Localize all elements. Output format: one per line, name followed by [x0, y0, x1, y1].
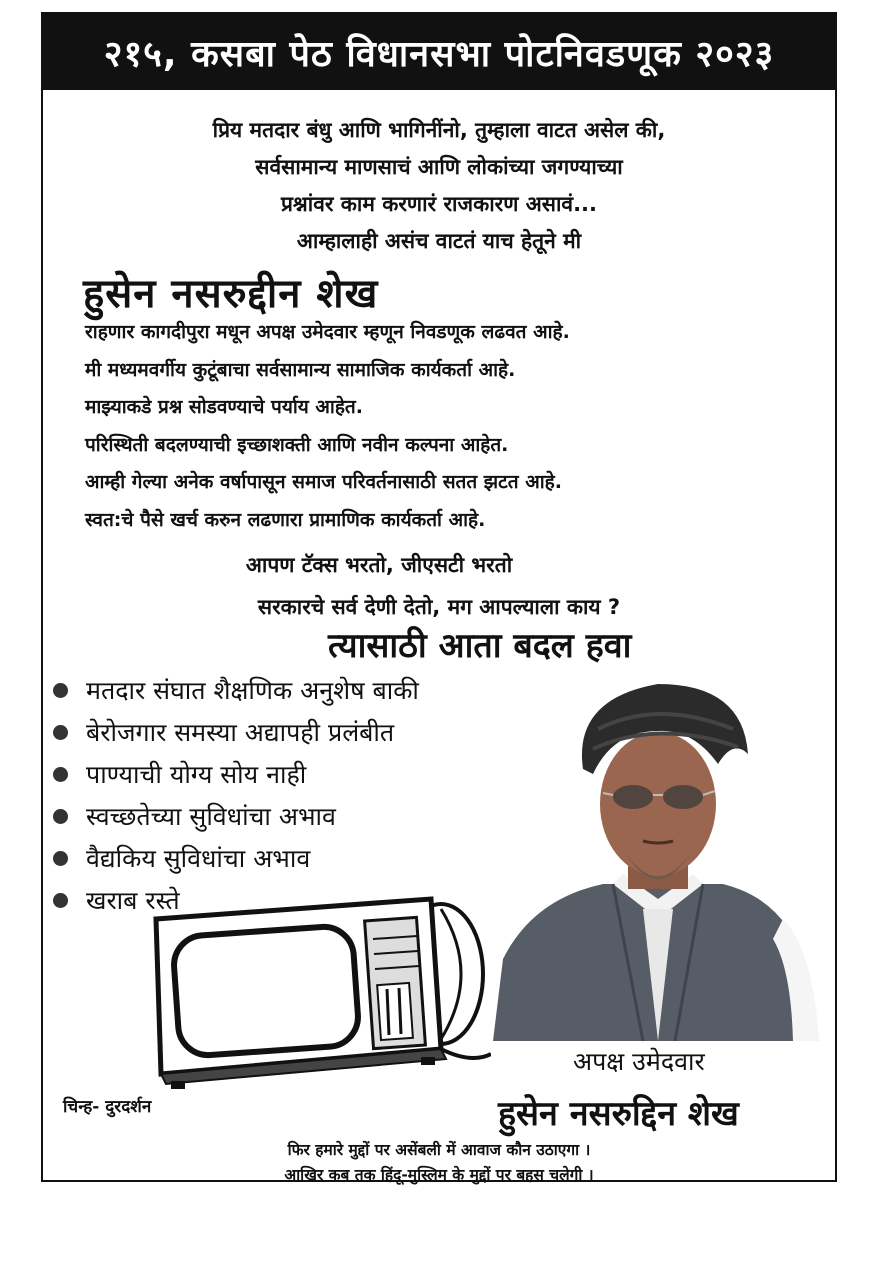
bullet-icon	[53, 851, 68, 866]
list-item	[53, 837, 419, 879]
intro-line: प्रिय मतदार बंधु आणि भागिनींनो, तुम्हाला वाटत असेल की,	[212, 118, 666, 142]
bio-line: स्वत:चे पैसे खर्च करुन लढणारा प्रामाणिक कार्यकर्ता आहे.	[85, 508, 486, 531]
tax-line-2: सरकारचे सर्व देणी देतो, मग आपल्याला काय ?	[257, 595, 621, 619]
television-icon	[141, 889, 491, 1089]
footer-line-1: फिर हमारे मुद्दों पर असेंबली में आवाज कौन उठाएगा ।	[287, 1141, 591, 1159]
intro-text	[43, 112, 835, 260]
issue-text: खराब रस्ते	[86, 886, 180, 915]
list-item	[53, 711, 419, 753]
intro-line: सर्वसामान्य माणसाचं आणि लोकांच्या जगण्याच्या	[255, 155, 623, 179]
bullet-icon	[53, 725, 68, 740]
candidate-photo	[493, 669, 819, 1041]
issue-text: मतदार संघात शैक्षणिक अनुशेष बाकी	[86, 676, 419, 705]
issue-text: बेरोजगार समस्या अद्यापही प्रलंबीत	[86, 718, 395, 747]
bio-line: माझ्याकडे प्रश्न सोडवण्याचे पर्याय आहेत.	[85, 396, 363, 418]
bullet-icon	[53, 683, 68, 698]
candidate-bio	[85, 314, 570, 539]
election-symbol-label: चिन्ह- दुरदर्शन	[63, 1097, 152, 1117]
list-item	[53, 795, 419, 837]
candidate-name-large: हुसेन नसरुद्दीन शेख	[83, 270, 379, 317]
header-banner	[43, 14, 835, 90]
header-title: २१५, कसबा पेठ विधानसभा पोटनिवडणूक २०२३	[103, 33, 775, 75]
issue-text: पाण्याची योग्य सोय नाही	[86, 760, 307, 789]
bio-line: मी मध्यमवर्गीय कुटूंबाचा सर्वसामान्य सामाजिक कार्यकर्ता आहे.	[85, 358, 516, 381]
footer-line-2: आखिर कब तक हिंदू-मुस्लिम के मुद्दों पर बहस चलेगी ।	[284, 1166, 594, 1184]
tax-text	[43, 544, 835, 628]
bio-line: राहणार कागदीपुरा मधून अपक्ष उमेदवार म्हणून निवडणूक लढवत आहे.	[85, 321, 570, 343]
bio-line: आम्ही गेल्या अनेक वर्षापासून समाज परिवर्तनासाठी सतत झटत आहे.	[85, 471, 562, 493]
slogan: त्यासाठी आता बदल हवा	[328, 626, 632, 666]
list-item	[53, 753, 419, 795]
bullet-icon	[53, 893, 68, 908]
bullet-icon	[53, 767, 68, 782]
issues-list	[53, 669, 419, 921]
candidate-name-small: हुसेन नसरुद्दिन शेख	[498, 1094, 739, 1134]
list-item	[53, 669, 419, 711]
tax-line-1: आपण टॅक्स भरतो, जीएसटी भरतो	[245, 553, 513, 577]
issue-text: वैद्यकिय सुविधांचा अभाव	[86, 844, 311, 873]
bio-line: परिस्थिती बदलण्याची इच्छाशक्ती आणि नवीन कल्पना आहेत.	[85, 433, 509, 456]
bullet-icon	[53, 809, 68, 824]
independent-candidate-label: अपक्ष उमेदवार	[573, 1047, 705, 1076]
intro-line: आम्हालाही असंच वाटतं याच हेतूने मी	[296, 229, 582, 253]
issue-text: स्वच्छतेच्या सुविधांचा अभाव	[86, 802, 336, 831]
footer-text	[43, 1138, 835, 1188]
poster-frame	[41, 12, 837, 1182]
intro-line: प्रश्नांवर काम करणारं राजकारण असावं...	[280, 192, 598, 216]
